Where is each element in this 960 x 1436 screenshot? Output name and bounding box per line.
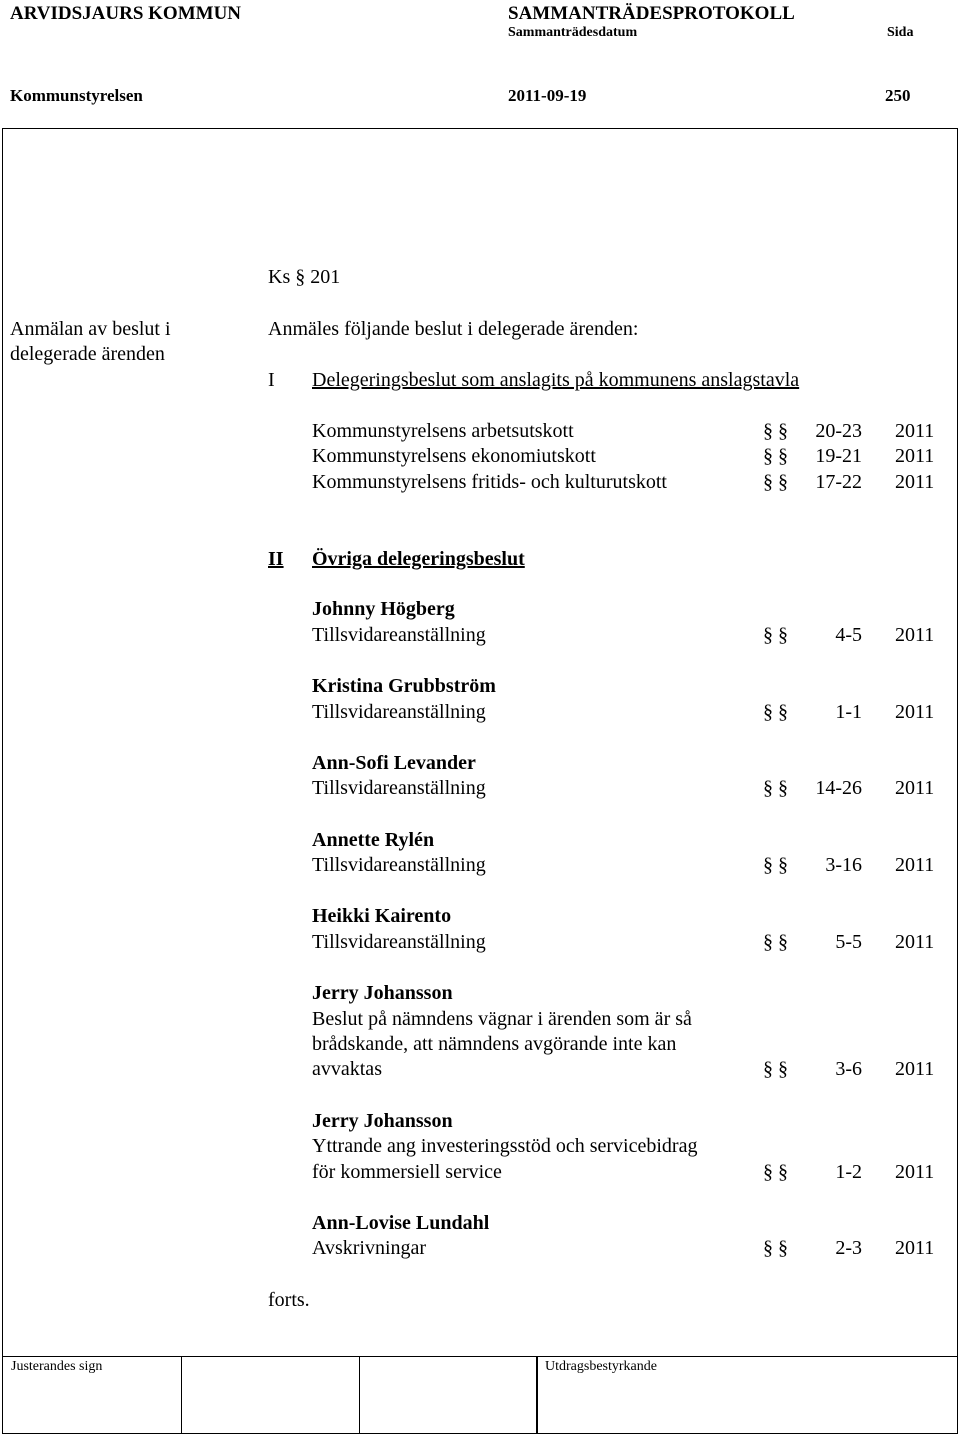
- entry-description: Tillsvidareanställning: [312, 777, 486, 799]
- paragraph-symbol: § §: [763, 701, 788, 723]
- entry-description: Tillsvidareanställning: [312, 931, 486, 953]
- org-name: ARVIDSJAURS KOMMUN: [10, 3, 242, 24]
- entry-description: avvaktas: [312, 1058, 382, 1080]
- footer-extract-box: [536, 1356, 958, 1434]
- paragraph-numbers: 14-26: [815, 777, 862, 799]
- year: 2011: [895, 420, 935, 442]
- year: 2011: [895, 1058, 935, 1080]
- entry-description: för kommersiell service: [312, 1161, 502, 1183]
- section-2-title: Övriga delegeringsbeslut: [312, 548, 525, 570]
- paragraph-numbers: 20-23: [815, 420, 862, 442]
- paragraph-numbers: 19-21: [815, 445, 862, 467]
- year: 2011: [895, 445, 935, 467]
- section-1-title: Delegeringsbeslut som anslagits på kommunens anslagstavla: [312, 369, 800, 391]
- paragraph-symbol: § §: [763, 1237, 788, 1259]
- paragraph-symbol: § §: [763, 471, 788, 493]
- entry-row: [0, 1058, 960, 1082]
- page-number: 250: [885, 86, 911, 105]
- year: 2011: [895, 701, 935, 723]
- entry-row: [0, 854, 960, 878]
- meeting-date: 2011-09-19: [508, 86, 587, 105]
- paragraph-symbol: § §: [763, 777, 788, 799]
- entry-description: Tillsvidareanställning: [312, 701, 486, 723]
- paragraph-numbers: 1-1: [835, 701, 862, 723]
- committee-name: Kommunstyrelsen: [10, 86, 143, 105]
- entry-row: [0, 701, 960, 725]
- year: 2011: [895, 931, 935, 953]
- entry-description: Tillsvidareanställning: [312, 624, 486, 646]
- entry-description: Yttrande ang investeringsstöd och servicebidrag: [312, 1135, 698, 1157]
- margin-title-line-1: Anmälan av beslut i: [10, 318, 171, 340]
- footer-sign-box-2: [180, 1356, 360, 1434]
- entry-name: Ann-Sofi Levander: [312, 752, 476, 774]
- date-label: Sammanträdesdatum: [508, 25, 638, 40]
- margin-title-line-2: delegerade ärenden: [10, 343, 165, 365]
- entry-name: Johnny Högberg: [312, 598, 455, 620]
- section-1-row: [0, 471, 960, 495]
- entry-description: Tillsvidareanställning: [312, 854, 486, 876]
- entry-row: [0, 1237, 960, 1261]
- year: 2011: [895, 624, 935, 646]
- section-2-numeral: II: [268, 548, 284, 570]
- paragraph-numbers: 1-2: [835, 1161, 862, 1183]
- year: 2011: [895, 1237, 935, 1259]
- paragraph-numbers: 3-6: [835, 1058, 862, 1080]
- entry-name: Kristina Grubbström: [312, 675, 496, 697]
- entry-name: Annette Rylén: [312, 829, 435, 851]
- row-label: Kommunstyrelsens ekonomiutskott: [312, 445, 596, 467]
- paragraph-symbol: § §: [763, 420, 788, 442]
- entry-name: Ann-Lovise Lundahl: [312, 1212, 490, 1234]
- continued-marker: forts.: [268, 1289, 310, 1311]
- doc-type: SAMMANTRÄDESPROTOKOLL: [508, 3, 795, 24]
- year: 2011: [895, 777, 935, 799]
- footer-sign-box-1: [2, 1356, 182, 1434]
- entry-name: Heikki Kairento: [312, 905, 452, 927]
- paragraph-symbol: § §: [763, 854, 788, 876]
- entry-name: Jerry Johansson: [312, 1110, 453, 1132]
- section-1-row: [0, 445, 960, 469]
- case-intro: Anmäles följande beslut i delegerade ärenden:: [268, 318, 639, 340]
- entry-description: Avskrivningar: [312, 1237, 427, 1259]
- paragraph-numbers: 17-22: [815, 471, 862, 493]
- sign-label: Justerandes sign: [11, 1359, 103, 1374]
- paragraph-numbers: 3-16: [825, 854, 862, 876]
- paragraph-symbol: § §: [763, 624, 788, 646]
- year: 2011: [895, 471, 935, 493]
- entry-row: [0, 1161, 960, 1185]
- year: 2011: [895, 854, 935, 876]
- entry-row: [0, 777, 960, 801]
- page-label: Sida: [887, 25, 914, 40]
- paragraph-numbers: 5-5: [835, 931, 862, 953]
- entry-description: brådskande, att nämndens avgörande inte kan: [312, 1033, 677, 1055]
- content-frame-top: [2, 128, 958, 129]
- paragraph-numbers: 2-3: [835, 1237, 862, 1259]
- row-label: Kommunstyrelsens arbetsutskott: [312, 420, 574, 442]
- entry-row: [0, 624, 960, 648]
- extract-label: Utdragsbestyrkande: [545, 1359, 657, 1374]
- year: 2011: [895, 1161, 935, 1183]
- section-1-row: [0, 420, 960, 444]
- section-1-numeral: I: [268, 369, 275, 391]
- paragraph-symbol: § §: [763, 931, 788, 953]
- entry-name: Jerry Johansson: [312, 982, 453, 1004]
- row-label: Kommunstyrelsens fritids- och kulturutskott: [312, 471, 667, 493]
- paragraph-symbol: § §: [763, 445, 788, 467]
- entry-description: Beslut på nämndens vägnar i ärenden som är så: [312, 1008, 692, 1030]
- footer-sign-box-3: [358, 1356, 538, 1434]
- paragraph-symbol: § §: [763, 1058, 788, 1080]
- entry-row: [0, 931, 960, 955]
- case-number: Ks § 201: [268, 266, 341, 288]
- paragraph-numbers: 4-5: [835, 624, 862, 646]
- paragraph-symbol: § §: [763, 1161, 788, 1183]
